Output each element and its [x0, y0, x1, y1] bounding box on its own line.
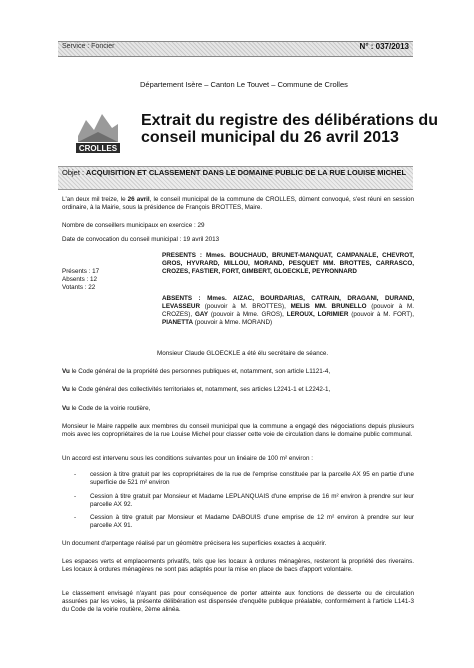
- absents-line2: MM. BRUNELLO: [314, 303, 367, 310]
- vu-line-3: Vu le Code de la voirie routière,: [62, 405, 151, 412]
- absents-note2: (pouvoir à M. CROZES),: [162, 303, 414, 318]
- para-maire: Monsieur le Maire rappelle aux membres du conseil municipal que la commune a engagé des négociations depuis plusieurs mois avec les copropriétaires de la rue Louise Michel pour classer cette voie de circulation dans le domaine public communal.: [62, 423, 414, 438]
- presents-list: [162, 252, 414, 276]
- presents-label: PRESENTS :: [162, 252, 206, 259]
- nombre-conseillers: Nombre de conseillers municipaux en exercice : 29: [62, 222, 205, 229]
- header-band: [58, 41, 413, 57]
- intro-paragraph: [62, 196, 414, 212]
- title-line-1: Extrait du registre des délibérations du: [141, 112, 438, 129]
- absents-line1: Mmes. AIZAC, BOURDARIAS, CATRAIN, DRAGANI, DURAND, LEVASSEUR: [162, 295, 415, 310]
- intro-date: 26 avril: [127, 196, 150, 203]
- vu-line-1: Vu le Code général de la propriété des personnes publiques et, notamment, son article L1121-4,: [62, 368, 331, 375]
- bullet-3-mark: -: [74, 514, 77, 521]
- absents-note5: (pouvoir à Mme. MORAND): [193, 319, 273, 326]
- deliberation-number: N° : 037/2013: [359, 42, 409, 51]
- stat-absents: Absents : 12: [62, 276, 98, 283]
- objet-band: [58, 166, 413, 190]
- para-espaces: Les espaces verts et emplacements privatifs, tels que les locaux à ordures ménagères, resteront la propriété des riverains. Les locaux à ordures ménagères ne sont pas adaptés pour la mise en place de bacs d'apport volontaire.: [62, 558, 414, 573]
- para-arpentage: Un document d'arpentage réalisé par un géomètre précisera les superficies exactes à acquérir.: [62, 540, 327, 547]
- intro-after: , le conseil municipal de la commune de CROLLES, dûment convoqué, s'est réuni en session ordinaire, à la Mairie, sous la présidence de François BROTTES, Maire.: [62, 196, 415, 211]
- absents-line2b: GAY: [194, 311, 209, 318]
- absents-line3b: PIANETTA: [162, 319, 194, 326]
- absents-line1b: MELIS: [290, 303, 310, 310]
- stat-presents: Présents : 17: [62, 268, 100, 275]
- absents-label: ABSENTS :: [162, 295, 208, 302]
- objet-text: [62, 168, 407, 178]
- objet-label: Objet :: [62, 168, 85, 177]
- absents-list: [162, 295, 414, 327]
- bullet-1-mark: -: [74, 471, 77, 478]
- logo-text: CROLLES: [78, 144, 118, 153]
- bullet-2: Cession à titre gratuit par Monsieur et Madame LEPLANQUAIS d'une emprise de 16 m² environ à prendre sur leur parcelle AX 92.: [90, 493, 414, 508]
- stat-votants: Votants : 22: [62, 284, 96, 291]
- stats-block: [62, 268, 99, 292]
- crolles-logo: [72, 106, 124, 158]
- department-line: Département Isère – Canton Le Touvet – Commune de Crolles: [140, 80, 348, 89]
- absents-note1: (pouvoir à M. BROTTES),: [200, 303, 291, 310]
- presents-names: Mmes. BOUCHAUD, BRUNET-MANQUAT, CAMPANALE, CHEVROT, GROS, HYVRARD, MILLOU, MORAND, PESQUET MM. BROTTES, CARRASCO, CROZES, FASTIER, FORT, GIMBERT, GLOECKLE, PEYRONNARD: [162, 252, 414, 275]
- secretaire-line: Monsieur Claude GLOECKLE a été élu secrétaire de séance.: [157, 350, 329, 357]
- para-accord: Un accord est intervenu sous les conditions suivantes pour un linéaire de 100 m² environ :: [62, 455, 313, 462]
- intro-before: L'an deux mil treize, le: [62, 196, 128, 203]
- bullet-2-mark: -: [74, 493, 77, 500]
- title-line-2: conseil municipal du 26 avril 2013: [141, 129, 399, 146]
- para-classement: Le classement envisagé n'ayant pas pour conséquence de porter atteinte aux fonctions de desserte ou de circulation assurées par les voies, la présente délibération est dispensée d'enquête publique préalable, conformément à l'article L141-3 du Code de la voirie routière, 2ème alinéa.: [62, 590, 414, 613]
- absents-line3: LEROUX, LORIMIER: [286, 311, 349, 318]
- bullet-3: Cession à titre gratuit par Monsieur et Madame DABOUIS d'une emprise de 12 m² environ à prendre sur leur parcelle AX 91.: [90, 514, 414, 529]
- vu-line-2: Vu le Code général des collectivités territoriales et, notamment, ses articles L2241-1 et L2242-1,: [62, 386, 331, 393]
- absents-note3: (pouvoir à Mme. GROS),: [208, 311, 287, 318]
- absents-note4: (pouvoir à M. FORT),: [348, 311, 414, 318]
- date-convocation: Date de convocation du conseil municipal : 19 avril 2013: [62, 236, 220, 243]
- document-title: [141, 112, 451, 146]
- objet-title: ACQUISITION ET CLASSEMENT DANS LE DOMAINE PUBLIC DE LA RUE LOUISE MICHEL: [85, 168, 407, 177]
- service-label: Service : Foncier: [62, 43, 115, 50]
- bullet-1: cession à titre gratuit par les copropriétaires de la rue de l'emprise constituée par la parcelle AX 95 en partie d'une superficie de 521 m² environ: [90, 471, 414, 486]
